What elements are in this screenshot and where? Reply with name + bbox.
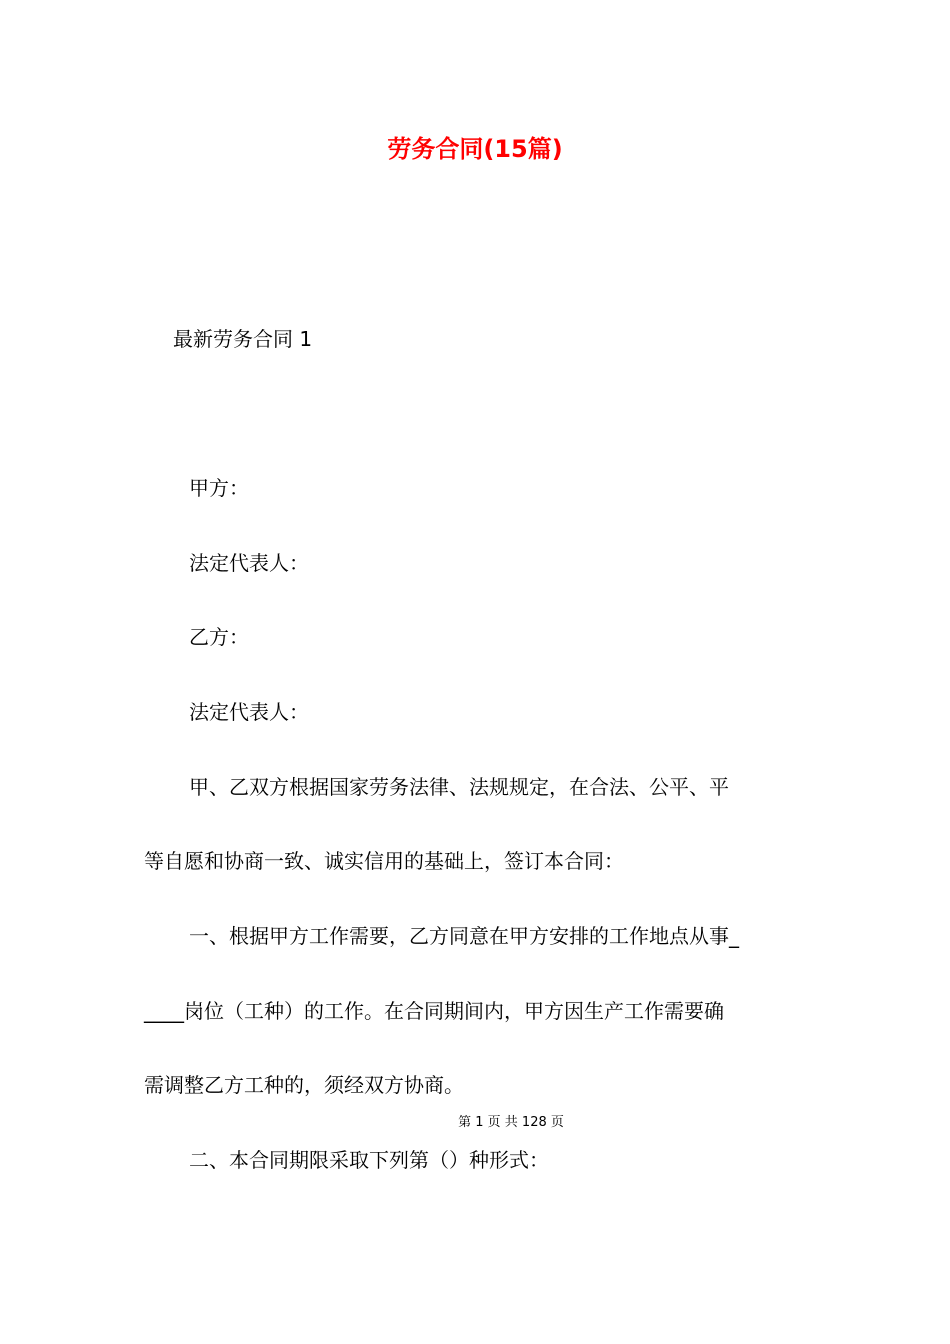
clause-line: 需调整乙方工种的，须经双方协商。 — [144, 1073, 464, 1097]
document-title: 劳务合同(15篇) — [387, 135, 563, 163]
clause-line: ____岗位（工种）的工作。在合同期间内，甲方因生产工作需要确 — [144, 999, 724, 1023]
party-a-representative-label: 法定代表人： — [189, 551, 309, 575]
section-heading: 最新劳务合同 1 — [173, 327, 313, 351]
page-footer: 第 1 页 共 128 页 — [458, 1115, 564, 1130]
paragraph-line: 甲、乙双方根据国家劳务法律、法规规定，在合法、公平、平 — [189, 775, 729, 799]
clause-line: 二、本合同期限采取下列第（）种形式： — [189, 1148, 549, 1172]
paragraph-line: 等自愿和协商一致、诚实信用的基础上，签订本合同： — [144, 849, 624, 873]
party-b-representative-label: 法定代表人： — [189, 700, 309, 724]
party-b-label: 乙方： — [189, 625, 249, 649]
clause-line: 一、根据甲方工作需要，乙方同意在甲方安排的工作地点从事_ — [189, 924, 739, 948]
party-a-label: 甲方： — [189, 476, 249, 500]
